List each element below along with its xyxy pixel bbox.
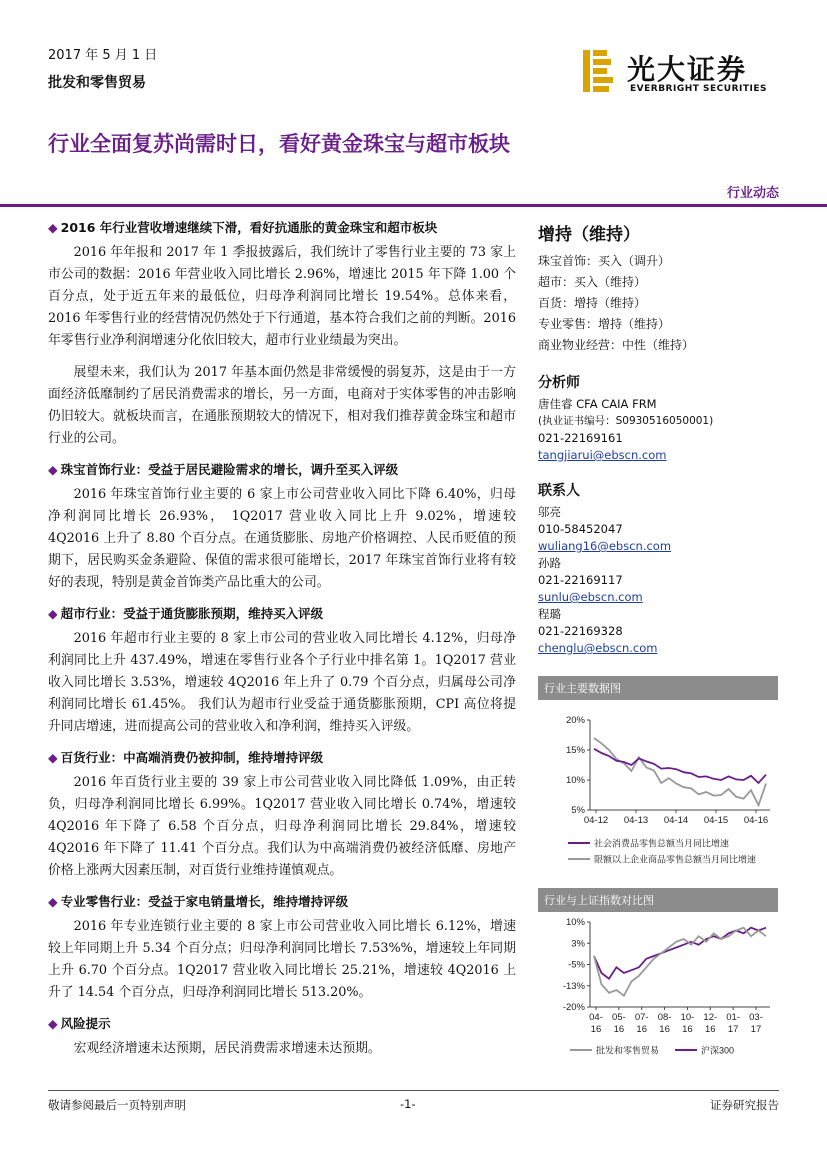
section-title: 百货行业：中高端消费仍被抑制，维持增持评级 (60, 750, 324, 765)
analyst-cert: (执业证书编号：S0930516050001) (538, 415, 714, 427)
legend-label: 限额以上企业商品零售总额当月同比增速 (594, 854, 757, 865)
section-title: 风险提示 (60, 1016, 111, 1031)
section-title: 超市行业：受益于通货膨胀预期，维持买入评级 (60, 606, 324, 621)
legend-label: 沪深300 (701, 1045, 735, 1056)
contact-email-link[interactable]: sunlu@ebscn.com (538, 590, 643, 604)
chart2-svg (538, 912, 778, 1062)
section-title: 2016 年行业营收增速继续下滑，看好抗通胀的黄金珠宝和超市板块 (60, 220, 438, 235)
y-tick-label: -13% (562, 980, 585, 992)
chart2-title: 行业与上证指数对比图 (538, 888, 778, 912)
x-tick-label: 04-15 (703, 815, 729, 826)
y-tick-label: 10% (565, 917, 585, 928)
contact-name: 程璐 (538, 607, 561, 621)
section-heading (48, 604, 516, 624)
page-number: -1- (400, 1097, 416, 1111)
analyst-email-link[interactable]: tangjiarui@ebscn.com (538, 448, 667, 462)
contact-phone: 021-22169117 (538, 573, 623, 587)
x-tick-label: 17 (750, 1024, 762, 1035)
x-tick-label: 04-13 (623, 815, 649, 826)
x-tick-label: 12- (703, 1012, 718, 1023)
report-title: 行业全面复苏尚需时日，看好黄金珠宝与超市板块 (48, 132, 510, 156)
contact-email-link[interactable]: chenglu@ebscn.com (538, 641, 658, 655)
x-tick-label: 16 (704, 1024, 716, 1035)
x-tick-label: 16 (613, 1024, 625, 1035)
y-tick-label: -5% (568, 959, 585, 971)
logo-text-cn: 光大证券 (627, 53, 748, 86)
x-tick-label: 17 (727, 1024, 739, 1035)
contact-header: 联系人 (538, 483, 580, 499)
series-line (594, 928, 766, 996)
legend-label: 批发和零售贸易 (596, 1045, 660, 1056)
contact-phone: 021-22169328 (538, 624, 623, 638)
overall-rating: 增持（维持） (538, 225, 640, 245)
x-tick-label: 08- (657, 1012, 672, 1023)
contact-name: 孙路 (538, 556, 561, 570)
x-tick-label: 07- (634, 1012, 649, 1023)
x-tick-label: 16 (636, 1024, 648, 1035)
chart1-svg (538, 700, 778, 870)
sub-rating: 百货：增持（维持） (538, 296, 647, 310)
logo-mark-icon (583, 50, 615, 92)
paragraph: 2016 年专业连锁行业主要的 8 家上市公司营业收入同比增长 6.12%，增速较上年同期上升 5.34 个百分点；归母净利润同比增长 7.53%%，增速较上年同期上升 6.70 个百分点。1Q2017 营业收入同比增长 25.21%，增速较 4Q2016 上升了 14.54 个百分点，归母净利润同比增长 513.20%。 (48, 919, 516, 1000)
x-tick-label: 04-16 (743, 815, 769, 826)
x-tick-label: 16 (659, 1024, 670, 1035)
contact-phone: 010-58452047 (538, 522, 623, 536)
analyst-phone: 021-22169161 (538, 431, 623, 445)
x-tick-label: 04- (589, 1012, 603, 1023)
report-type: 行业动态 (726, 186, 779, 201)
x-tick-label: 03- (749, 1012, 763, 1023)
x-tick-label: 16 (682, 1024, 693, 1035)
sub-rating: 商业物业经营：中性（维持） (538, 338, 695, 352)
sub-rating: 超市：买入（维持） (538, 275, 647, 289)
industry-name: 批发和零售贸易 (48, 75, 146, 91)
logo-text-en: EVERBRIGHT SECURITIES (630, 84, 767, 94)
y-tick-label: 20% (565, 715, 585, 726)
contact-email-link[interactable]: wuliang16@ebscn.com (538, 539, 672, 553)
sub-rating: 珠宝首饰：买入（调升） (538, 254, 671, 268)
paragraph: 2016 年百货行业主要的 39 家上市公司营业收入同比降低 1.09%，由正转负，归母净利润同比增长 6.99%。1Q2017 营业收入同比增长 0.74%，增速较 4Q2016 年下降了 6.58 个百分点，归母净利润同比增长 29.84%，增速较 4Q2016 年下降了 11.41 个百分点。我们认为中高端消费仍被经济低靡、房地产价格上涨两大因素压制，对百货行业维持谨慎观点。 (48, 775, 516, 878)
footer-disclaimer: 敬请参阅最后一页特别声明 (48, 1098, 186, 1112)
section-title: 专业零售行业：受益于家电销量增长，维持增持评级 (60, 894, 349, 909)
series-line (594, 749, 766, 783)
section-heading (48, 218, 516, 238)
series-line (594, 928, 766, 979)
paragraph: 2016 年年报和 2017 年 1 季报披露后，我们统计了零售行业主要的 73 家上市公司的数据：2016 年营业收入同比增长 2.96%，增速比 2015 年下降 1.00 个百分点，处于近五年来的最低位，归母净利润同比增长 19.54%。总体来看，2016 年零售行业的经营情况仍然处于下行通道，基本符合我们之前的判断。2016 年零售行业净利润增速分化依旧较大，超市行业业绩最为突出。 (48, 245, 516, 348)
diamond-bullet-icon: ◆ (48, 750, 58, 765)
header-divider (0, 204, 827, 207)
analyst-name: 唐佳睿 CFA CAIA FRM (538, 397, 657, 411)
section-heading (48, 460, 516, 480)
x-tick-label: 05- (611, 1012, 626, 1023)
y-tick-label: -20% (562, 1002, 585, 1013)
main-content (48, 218, 516, 1070)
paragraph: 宏观经济增速未达预期，居民消费需求增速未达预期。 (73, 1041, 381, 1056)
diamond-bullet-icon: ◆ (48, 606, 58, 621)
y-tick-label: 3% (571, 938, 585, 950)
diamond-bullet-icon: ◆ (48, 1016, 58, 1031)
paragraph: 2016 年超市行业主要的 8 家上市公司的营业收入同比增长 4.12%，归母净利润同比上升 437.49%，增速在零售行业各个子行业中排名第 1。1Q2017 营业收入同比增长 3.53%，增速较 4Q2016 年上升了 0.79 个百分点，归属母公司净利润同比增长 61.45%。 我们认为超市行业受益于通货膨胀预期，CPI 高位将提升同店增速，进而提高公司的营业收入和净利润，维持买入评级。 (48, 631, 516, 734)
sub-rating: 专业零售：增持（维持） (538, 317, 671, 331)
diamond-bullet-icon: ◆ (48, 462, 58, 477)
y-tick-label: 15% (565, 745, 585, 756)
report-date: 2017 年 5 月 1 日 (48, 48, 158, 63)
section-title: 珠宝首饰行业：受益于居民避险需求的增长，调升至买入评级 (60, 462, 399, 477)
x-tick-label: 16 (590, 1024, 602, 1035)
footer-divider (48, 1090, 779, 1091)
footer-report-type: 证券研究报告 (710, 1098, 779, 1112)
x-tick-label: 04-12 (583, 815, 609, 826)
contact-name: 邬亮 (538, 505, 561, 519)
y-tick-label: 10% (565, 775, 585, 786)
diamond-bullet-icon: ◆ (48, 220, 58, 235)
sidebar (538, 220, 778, 657)
section-heading (48, 1014, 516, 1034)
diamond-bullet-icon: ◆ (48, 894, 58, 909)
legend-label: 社会消费品零售总额当月同比增速 (594, 838, 730, 849)
chart1-title: 行业主要数据图 (538, 676, 778, 700)
paragraph: 展望未来，我们认为 2017 年基本面仍然是非常缓慢的弱复苏，这是由于一方面经济低靡制约了居民消费需求的增长，另一方面，电商对于实体零售的冲击影响仍旧较大。就板块而言，在通胀预期较大的情况下，相对我们推荐黄金珠宝和超市行业的公司。 (48, 365, 516, 446)
x-tick-label: 04-14 (663, 815, 689, 826)
paragraph: 2016 年珠宝首饰行业主要的 6 家上市公司营业收入同比下降 6.40%，归母净利润同比增长 26.93%， 1Q2017 营业收入同比上升 9.02%，增速较 4Q2016 上升了 8.80 个百分点。在通货膨胀、房地产价格调控、人民币贬值的预期下，居民购买金条避险、保值的需求很可能增长，2017 年珠宝首饰行业将有较好的表现，特别是黄金首饰类产品比重大的公司。 (48, 487, 516, 590)
analyst-header: 分析师 (538, 375, 580, 391)
section-heading (48, 748, 516, 768)
y-tick-label: 5% (571, 805, 585, 816)
section-heading (48, 892, 516, 912)
x-tick-label: 01- (726, 1012, 741, 1023)
x-tick-label: 10- (680, 1012, 695, 1023)
